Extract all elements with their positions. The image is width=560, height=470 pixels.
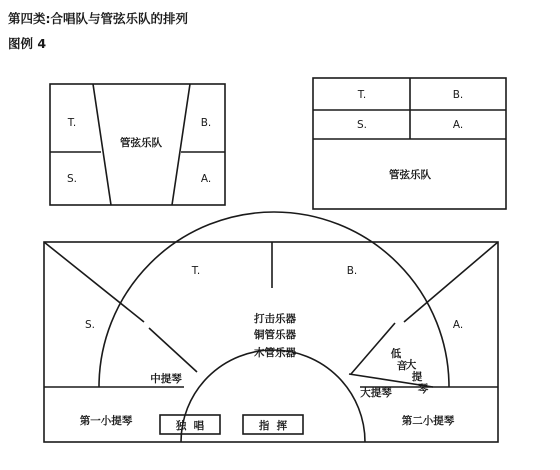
woodwinds-label: 木管乐器	[254, 347, 296, 359]
layout2-alto-label: A.	[452, 119, 464, 131]
first-violin-label: 第一小提琴	[79, 415, 133, 427]
layout3-left-diagonal	[44, 242, 144, 322]
layout1-tenor-label: T.	[67, 117, 77, 129]
layout1-orchestra-label: 管弦乐队	[120, 137, 162, 149]
layout2-tenor-label: T.	[357, 89, 367, 101]
layout3-soprano-label: S.	[84, 319, 96, 331]
second-violin-label: 第二小提琴	[401, 415, 455, 427]
layout2-soprano-label: S.	[356, 119, 368, 131]
layout2-bass-label: B.	[452, 89, 464, 101]
layout1-alto-label: A.	[200, 173, 212, 185]
soloist-label: 独 唱	[175, 420, 205, 432]
layout1-orchestra-right-edge	[172, 84, 190, 205]
viola-label: 中提琴	[150, 373, 182, 385]
layout3-right-diagonal	[404, 242, 498, 322]
layout3-bass-label: B.	[346, 265, 358, 277]
double-bass-char-5: 琴	[417, 383, 429, 395]
double-bass-char-4: 提	[411, 371, 423, 383]
layout2-orchestra-label: 管弦乐队	[389, 169, 431, 181]
layout1-orchestra-left-edge	[93, 84, 111, 205]
layout3-doublebass-divider	[351, 323, 395, 374]
double-bass-char-1: 低	[390, 348, 402, 360]
page-title: 第四类:合唱队与管弦乐队的排列	[8, 11, 188, 26]
layout3-viola-divider	[149, 328, 197, 372]
figure-label: 图例 4	[8, 36, 47, 51]
layout1-soprano-label: S.	[66, 173, 78, 185]
layout3-frame	[44, 242, 498, 442]
double-bass-char-3: 大	[405, 359, 417, 371]
brass-label: 铜管乐器	[254, 329, 296, 341]
double-bass-char-2: 音	[396, 360, 408, 372]
layout3-alto-label: A.	[452, 319, 464, 331]
layout1-bass-label: B.	[200, 117, 212, 129]
percussion-label: 打击乐器	[254, 313, 296, 325]
cello-label: 大提琴	[360, 387, 392, 399]
conductor-label: 指 挥	[258, 420, 288, 432]
layout3-tenor-label: T.	[191, 265, 201, 277]
